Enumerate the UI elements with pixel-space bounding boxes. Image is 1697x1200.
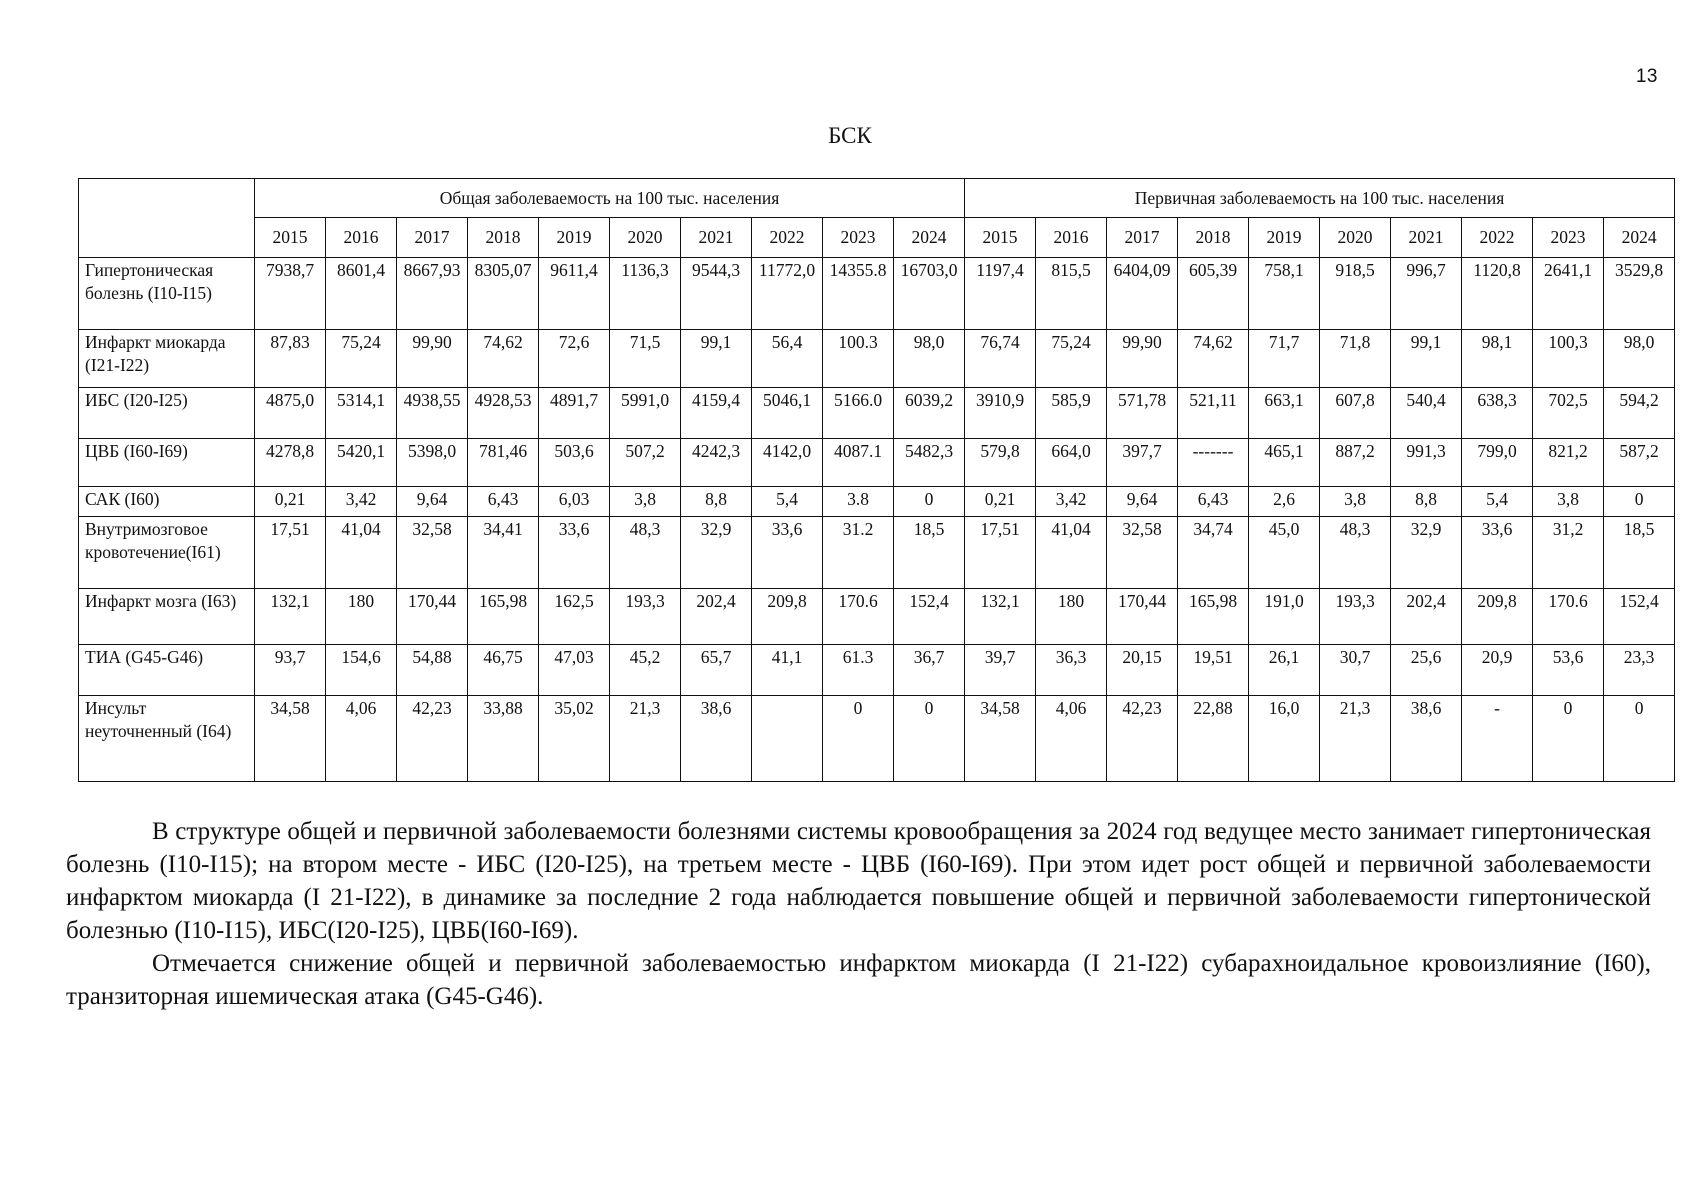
year-header: 2016 [1036, 218, 1107, 258]
table-cell: 3.8 [823, 486, 894, 516]
row-label: САК (I60) [79, 486, 255, 516]
table-cell: 170,44 [1107, 589, 1178, 645]
table-cell: 4087.1 [823, 438, 894, 486]
table-cell: 918,5 [1320, 258, 1391, 330]
table-cell: 31.2 [823, 516, 894, 588]
table-cell: 65,7 [681, 645, 752, 695]
table-cell: 180 [326, 589, 397, 645]
table-cell: 42,23 [397, 695, 468, 781]
year-header: 2023 [1533, 218, 1604, 258]
group-header-primary: Первичная заболеваемость на 100 тыс. населения [965, 179, 1675, 218]
section-title: БСК [828, 123, 872, 148]
table-cell: 99,90 [397, 330, 468, 388]
table-cell: 34,41 [468, 516, 539, 588]
table-cell: 45,2 [610, 645, 681, 695]
table-cell: 170.6 [823, 589, 894, 645]
table-cell: 638,3 [1462, 388, 1533, 438]
table-cell: 6,43 [1178, 486, 1249, 516]
table-cell: 34,74 [1178, 516, 1249, 588]
table-cell: 4938,55 [397, 388, 468, 438]
table-cell: 99,1 [1391, 330, 1462, 388]
table-cell: 193,3 [1320, 589, 1391, 645]
table-cell: 1136,3 [610, 258, 681, 330]
year-header: 2024 [1604, 218, 1675, 258]
table-cell: 33,6 [539, 516, 610, 588]
table-cell: 72,6 [539, 330, 610, 388]
table-cell: 76,74 [965, 330, 1036, 388]
table-cell: 209,8 [752, 589, 823, 645]
table-cell: 14355.8 [823, 258, 894, 330]
table-cell: 71,5 [610, 330, 681, 388]
table-cell: 9,64 [1107, 486, 1178, 516]
table-cell: 17,51 [255, 516, 326, 588]
table-cell: 21,3 [610, 695, 681, 781]
table-cell: 3910,9 [965, 388, 1036, 438]
table-cell: 98,0 [1604, 330, 1675, 388]
table-cell: 152,4 [1604, 589, 1675, 645]
table-cell: 465,1 [1249, 438, 1320, 486]
table-cell: 758,1 [1249, 258, 1320, 330]
corner-cell [79, 179, 255, 258]
table-cell: 594,2 [1604, 388, 1675, 438]
table-cell: 165,98 [1178, 589, 1249, 645]
table-cell: 3529,8 [1604, 258, 1675, 330]
table-cell: 75,24 [326, 330, 397, 388]
table-cell: 571,78 [1107, 388, 1178, 438]
table-cell: 8667,93 [397, 258, 468, 330]
table-cell: 21,3 [1320, 695, 1391, 781]
year-header: 2023 [823, 218, 894, 258]
table-cell: 815,5 [1036, 258, 1107, 330]
table-cell: 165,98 [468, 589, 539, 645]
morbidity-table [78, 178, 1675, 782]
table-cell: 503,6 [539, 438, 610, 486]
table-cell: 397,7 [1107, 438, 1178, 486]
table-cell: 41,1 [752, 645, 823, 695]
table-cell: 587,2 [1604, 438, 1675, 486]
table-cell: 4,06 [1036, 695, 1107, 781]
year-header: 2019 [539, 218, 610, 258]
table-cell: 781,46 [468, 438, 539, 486]
year-header: 2017 [397, 218, 468, 258]
table-cell: 11772,0 [752, 258, 823, 330]
table-cell: 32,58 [1107, 516, 1178, 588]
table-cell: 152,4 [894, 589, 965, 645]
table-cell: 3,8 [610, 486, 681, 516]
table-cell: 36,3 [1036, 645, 1107, 695]
table-cell: 34,58 [255, 695, 326, 781]
table-cell: 32,58 [397, 516, 468, 588]
table-cell: 132,1 [965, 589, 1036, 645]
table-cell: 1197,4 [965, 258, 1036, 330]
table-cell: 2,6 [1249, 486, 1320, 516]
table-cell: 4875,0 [255, 388, 326, 438]
table-cell: 4,06 [326, 695, 397, 781]
table-cell: 0,21 [255, 486, 326, 516]
table-cell: 5166.0 [823, 388, 894, 438]
table-cell: 5991,0 [610, 388, 681, 438]
table-cell: 48,3 [610, 516, 681, 588]
table-cell: 18,5 [1604, 516, 1675, 588]
table-cell: 6404,09 [1107, 258, 1178, 330]
table-cell: 9544,3 [681, 258, 752, 330]
table-cell: 180 [1036, 589, 1107, 645]
table-cell: 20,9 [1462, 645, 1533, 695]
table-cell: 702,5 [1533, 388, 1604, 438]
table-row [79, 589, 1675, 645]
year-header: 2021 [1391, 218, 1462, 258]
table-cell: 99,1 [681, 330, 752, 388]
row-label: Инфаркт мозга (I63) [79, 589, 255, 645]
table-cell: 202,4 [681, 589, 752, 645]
table-cell: 540,4 [1391, 388, 1462, 438]
table-cell: 5314,1 [326, 388, 397, 438]
table-cell: 0 [823, 695, 894, 781]
table-cell: 5398,0 [397, 438, 468, 486]
table-cell: 585,9 [1036, 388, 1107, 438]
year-header: 2015 [965, 218, 1036, 258]
year-header: 2020 [1320, 218, 1391, 258]
table-cell: 17,51 [965, 516, 1036, 588]
year-header-row [79, 218, 1675, 258]
year-header: 2018 [468, 218, 539, 258]
table-cell: 47,03 [539, 645, 610, 695]
table-cell: 23,3 [1604, 645, 1675, 695]
table-cell: 74,62 [468, 330, 539, 388]
row-label: ЦВБ (I60-I69) [79, 438, 255, 486]
table-cell [752, 695, 823, 781]
table-cell: 48,3 [1320, 516, 1391, 588]
table-cell: 8,8 [681, 486, 752, 516]
table-row [79, 695, 1675, 781]
row-label: Внутримозговое кровотечение(I61) [79, 516, 255, 588]
table-cell: 2641,1 [1533, 258, 1604, 330]
row-label: ТИА (G45-G46) [79, 645, 255, 695]
table-cell: 607,8 [1320, 388, 1391, 438]
group-header-row [79, 179, 1675, 218]
table-cell: 3,42 [1036, 486, 1107, 516]
table-row [79, 388, 1675, 438]
table-cell: 61.3 [823, 645, 894, 695]
table-cell: 799,0 [1462, 438, 1533, 486]
row-label: ИБС (I20-I25) [79, 388, 255, 438]
table-cell: 99,90 [1107, 330, 1178, 388]
table-row [79, 516, 1675, 588]
table-cell: 8305,07 [468, 258, 539, 330]
table-cell: 605,39 [1178, 258, 1249, 330]
table-cell: 0,21 [965, 486, 1036, 516]
table-row [79, 645, 1675, 695]
group-header-general: Общая заболеваемость на 100 тыс. населения [255, 179, 965, 218]
row-label: Инсульт неуточненный (I64) [79, 695, 255, 781]
table-cell: 170,44 [397, 589, 468, 645]
year-header: 2022 [752, 218, 823, 258]
table-cell: 3,8 [1320, 486, 1391, 516]
year-header: 2019 [1249, 218, 1320, 258]
table-row [79, 486, 1675, 516]
year-header: 2022 [1462, 218, 1533, 258]
table-cell: 4278,8 [255, 438, 326, 486]
table-cell: 39,7 [965, 645, 1036, 695]
table-cell: 0 [1533, 695, 1604, 781]
table-cell: 202,4 [1391, 589, 1462, 645]
table-cell: 579,8 [965, 438, 1036, 486]
table-cell: 887,2 [1320, 438, 1391, 486]
table-cell: 56,4 [752, 330, 823, 388]
table-cell: 193,3 [610, 589, 681, 645]
table-cell: 4928,53 [468, 388, 539, 438]
table-cell: 132,1 [255, 589, 326, 645]
table-cell: 664,0 [1036, 438, 1107, 486]
table-cell: 36,7 [894, 645, 965, 695]
table-row [79, 330, 1675, 388]
table-row [79, 438, 1675, 486]
year-header: 2024 [894, 218, 965, 258]
table-cell: 996,7 [1391, 258, 1462, 330]
table-cell: 20,15 [1107, 645, 1178, 695]
paragraph-structure: В структуре общей и первичной заболеваемости болезнями системы кровообращения за 2024 год ведущее место занимает гипертоническая болезнь (I10-I15); на втором месте - ИБС (I20-I25), на третьем месте - ЦВБ (I60-I69). При этом идет рост общей и первичной заболеваемости инфарктом миокарда (I 21-I22), в динамике за последние 2 года наблюдается повышение общей и первичной заболеваемости гипертонической болезнью (I10-I15), ИБС(I20-I25), ЦВБ(I60-I69). [66, 818, 1651, 944]
table-cell: 26,1 [1249, 645, 1320, 695]
table-cell: 46,75 [468, 645, 539, 695]
table-cell: 5482,3 [894, 438, 965, 486]
table-cell: 32,9 [1391, 516, 1462, 588]
table-cell: 154,6 [326, 645, 397, 695]
table-cell: 71,8 [1320, 330, 1391, 388]
table-cell: 6039,2 [894, 388, 965, 438]
table-cell: 6,43 [468, 486, 539, 516]
table-cell: 18,5 [894, 516, 965, 588]
table-cell: 170.6 [1533, 589, 1604, 645]
table-cell: 32,9 [681, 516, 752, 588]
table-cell: 663,1 [1249, 388, 1320, 438]
table-cell: 42,23 [1107, 695, 1178, 781]
table-cell: 8,8 [1391, 486, 1462, 516]
table-cell: 30,7 [1320, 645, 1391, 695]
table-cell: 991,3 [1391, 438, 1462, 486]
table-cell: 8601,4 [326, 258, 397, 330]
year-header: 2020 [610, 218, 681, 258]
table-cell: 16703,0 [894, 258, 965, 330]
table-cell: 162,5 [539, 589, 610, 645]
page-number: 13 [1635, 66, 1658, 87]
table-cell: 35,02 [539, 695, 610, 781]
table-cell: 7938,7 [255, 258, 326, 330]
table-cell: 71,7 [1249, 330, 1320, 388]
table-row [79, 258, 1675, 330]
table-cell: 98,0 [894, 330, 965, 388]
row-label: Инфаркт миокарда (I21-I22) [79, 330, 255, 388]
year-header: 2017 [1107, 218, 1178, 258]
table-cell: 33,88 [468, 695, 539, 781]
table-cell: 31,2 [1533, 516, 1604, 588]
table-cell: ------- [1178, 438, 1249, 486]
table-cell: 19,51 [1178, 645, 1249, 695]
row-label: Гипертоническая болезнь (I10-I15) [79, 258, 255, 330]
table-cell: 5,4 [752, 486, 823, 516]
table-cell: 74,62 [1178, 330, 1249, 388]
table-cell: 87,83 [255, 330, 326, 388]
table-cell: 821,2 [1533, 438, 1604, 486]
table-cell: 33,6 [1462, 516, 1533, 588]
table-cell: 0 [1604, 695, 1675, 781]
table-cell: 22,88 [1178, 695, 1249, 781]
table-cell: 4242,3 [681, 438, 752, 486]
table-cell: 3,42 [326, 486, 397, 516]
table-cell: 3,8 [1533, 486, 1604, 516]
table-cell: 98,1 [1462, 330, 1533, 388]
table-cell: 4142,0 [752, 438, 823, 486]
table-cell: 4891,7 [539, 388, 610, 438]
table-cell: - [1462, 695, 1533, 781]
table-cell: 5420,1 [326, 438, 397, 486]
table-cell: 93,7 [255, 645, 326, 695]
table-cell: 41,04 [326, 516, 397, 588]
table-cell: 41,04 [1036, 516, 1107, 588]
year-header: 2016 [326, 218, 397, 258]
table-cell: 53,6 [1533, 645, 1604, 695]
table-cell: 209,8 [1462, 589, 1533, 645]
table-cell: 16,0 [1249, 695, 1320, 781]
table-cell: 25,6 [1391, 645, 1462, 695]
table-cell: 191,0 [1249, 589, 1320, 645]
year-header: 2015 [255, 218, 326, 258]
table-cell: 0 [894, 486, 965, 516]
table-cell: 0 [894, 695, 965, 781]
table-cell: 38,6 [1391, 695, 1462, 781]
table-cell: 9611,4 [539, 258, 610, 330]
table-cell: 5,4 [1462, 486, 1533, 516]
table-cell: 507,2 [610, 438, 681, 486]
table-cell: 9,64 [397, 486, 468, 516]
table-cell: 75,24 [1036, 330, 1107, 388]
table-cell: 5046,1 [752, 388, 823, 438]
year-header: 2021 [681, 218, 752, 258]
table-cell: 4159,4 [681, 388, 752, 438]
table-cell: 521,11 [1178, 388, 1249, 438]
paragraph-decline: Отмечается снижение общей и первичной заболеваемостью инфарктом миокарда (I 21-I22) субарахноидальное кровоизлияние (I60), транзиторная ишемическая атака (G45-G46). [66, 950, 1651, 1010]
table-cell: 34,58 [965, 695, 1036, 781]
table-cell: 45,0 [1249, 516, 1320, 588]
table-cell: 100.3 [823, 330, 894, 388]
table-cell: 33,6 [752, 516, 823, 588]
table-cell: 6,03 [539, 486, 610, 516]
table-cell: 0 [1604, 486, 1675, 516]
table-cell: 1120,8 [1462, 258, 1533, 330]
table-cell: 54,88 [397, 645, 468, 695]
year-header: 2018 [1178, 218, 1249, 258]
table-cell: 38,6 [681, 695, 752, 781]
table-cell: 100,3 [1533, 330, 1604, 388]
